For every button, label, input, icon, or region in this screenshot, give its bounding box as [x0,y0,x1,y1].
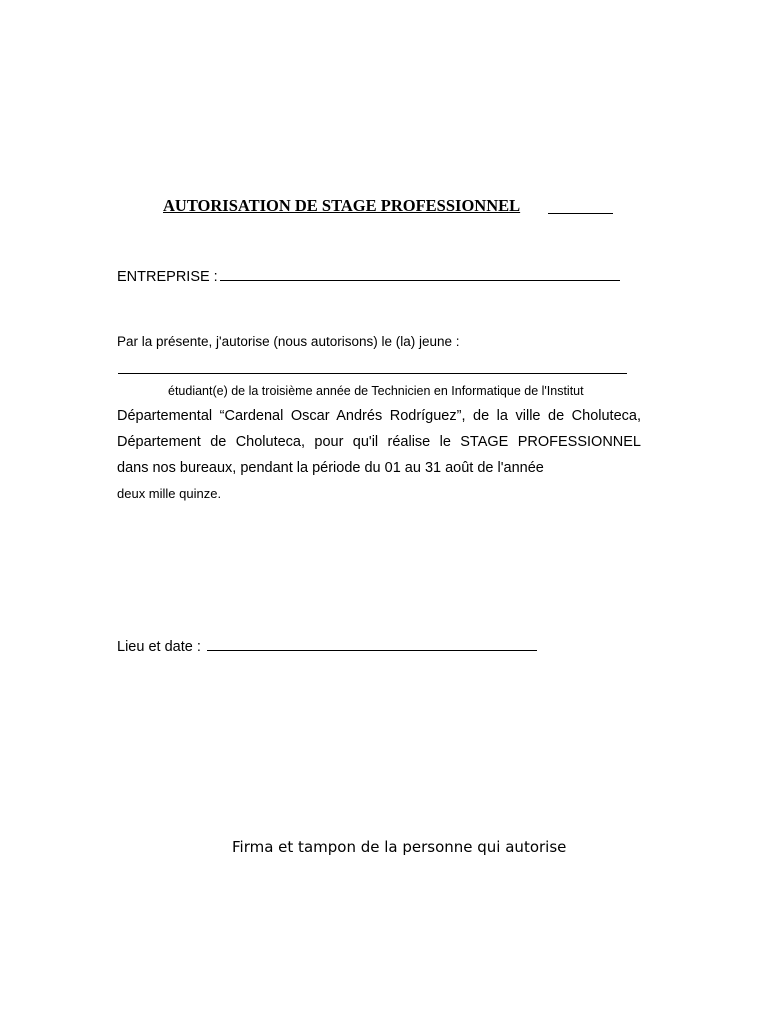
lieu-date-field [117,636,537,655]
body-line-4: dans nos bureaux, pendant la période du 01 au 31 août de l'année [117,460,544,476]
lieu-date-label: Lieu et date : [117,639,201,655]
intro-text: Par la présente, j'autorise (nous autorisons) le (la) jeune : [117,334,460,349]
title-underline-extension [548,213,613,214]
entreprise-blank-line [220,266,620,281]
signature-caption: Firma et tampon de la personne qui autorise [232,838,567,856]
body-line-2: Départemental “Cardenal Oscar Andrés Rodríguez”, de la ville de Choluteca, [117,408,641,424]
body-line-3: Département de Choluteca, pour qu'il réalise le STAGE PROFESSIONNEL [117,434,641,450]
entreprise-label: ENTREPRISE : [117,269,218,285]
entreprise-field [117,266,620,285]
body-line-1: étudiant(e) de la troisième année de Technicien en Informatique de l'Institut [168,384,584,398]
body-line-5: deux mille quinze. [117,486,222,501]
lieu-date-blank-line [207,636,537,651]
student-name-blank-line [118,373,627,374]
document-title: AUTORISATION DE STAGE PROFESSIONNEL [163,196,521,215]
